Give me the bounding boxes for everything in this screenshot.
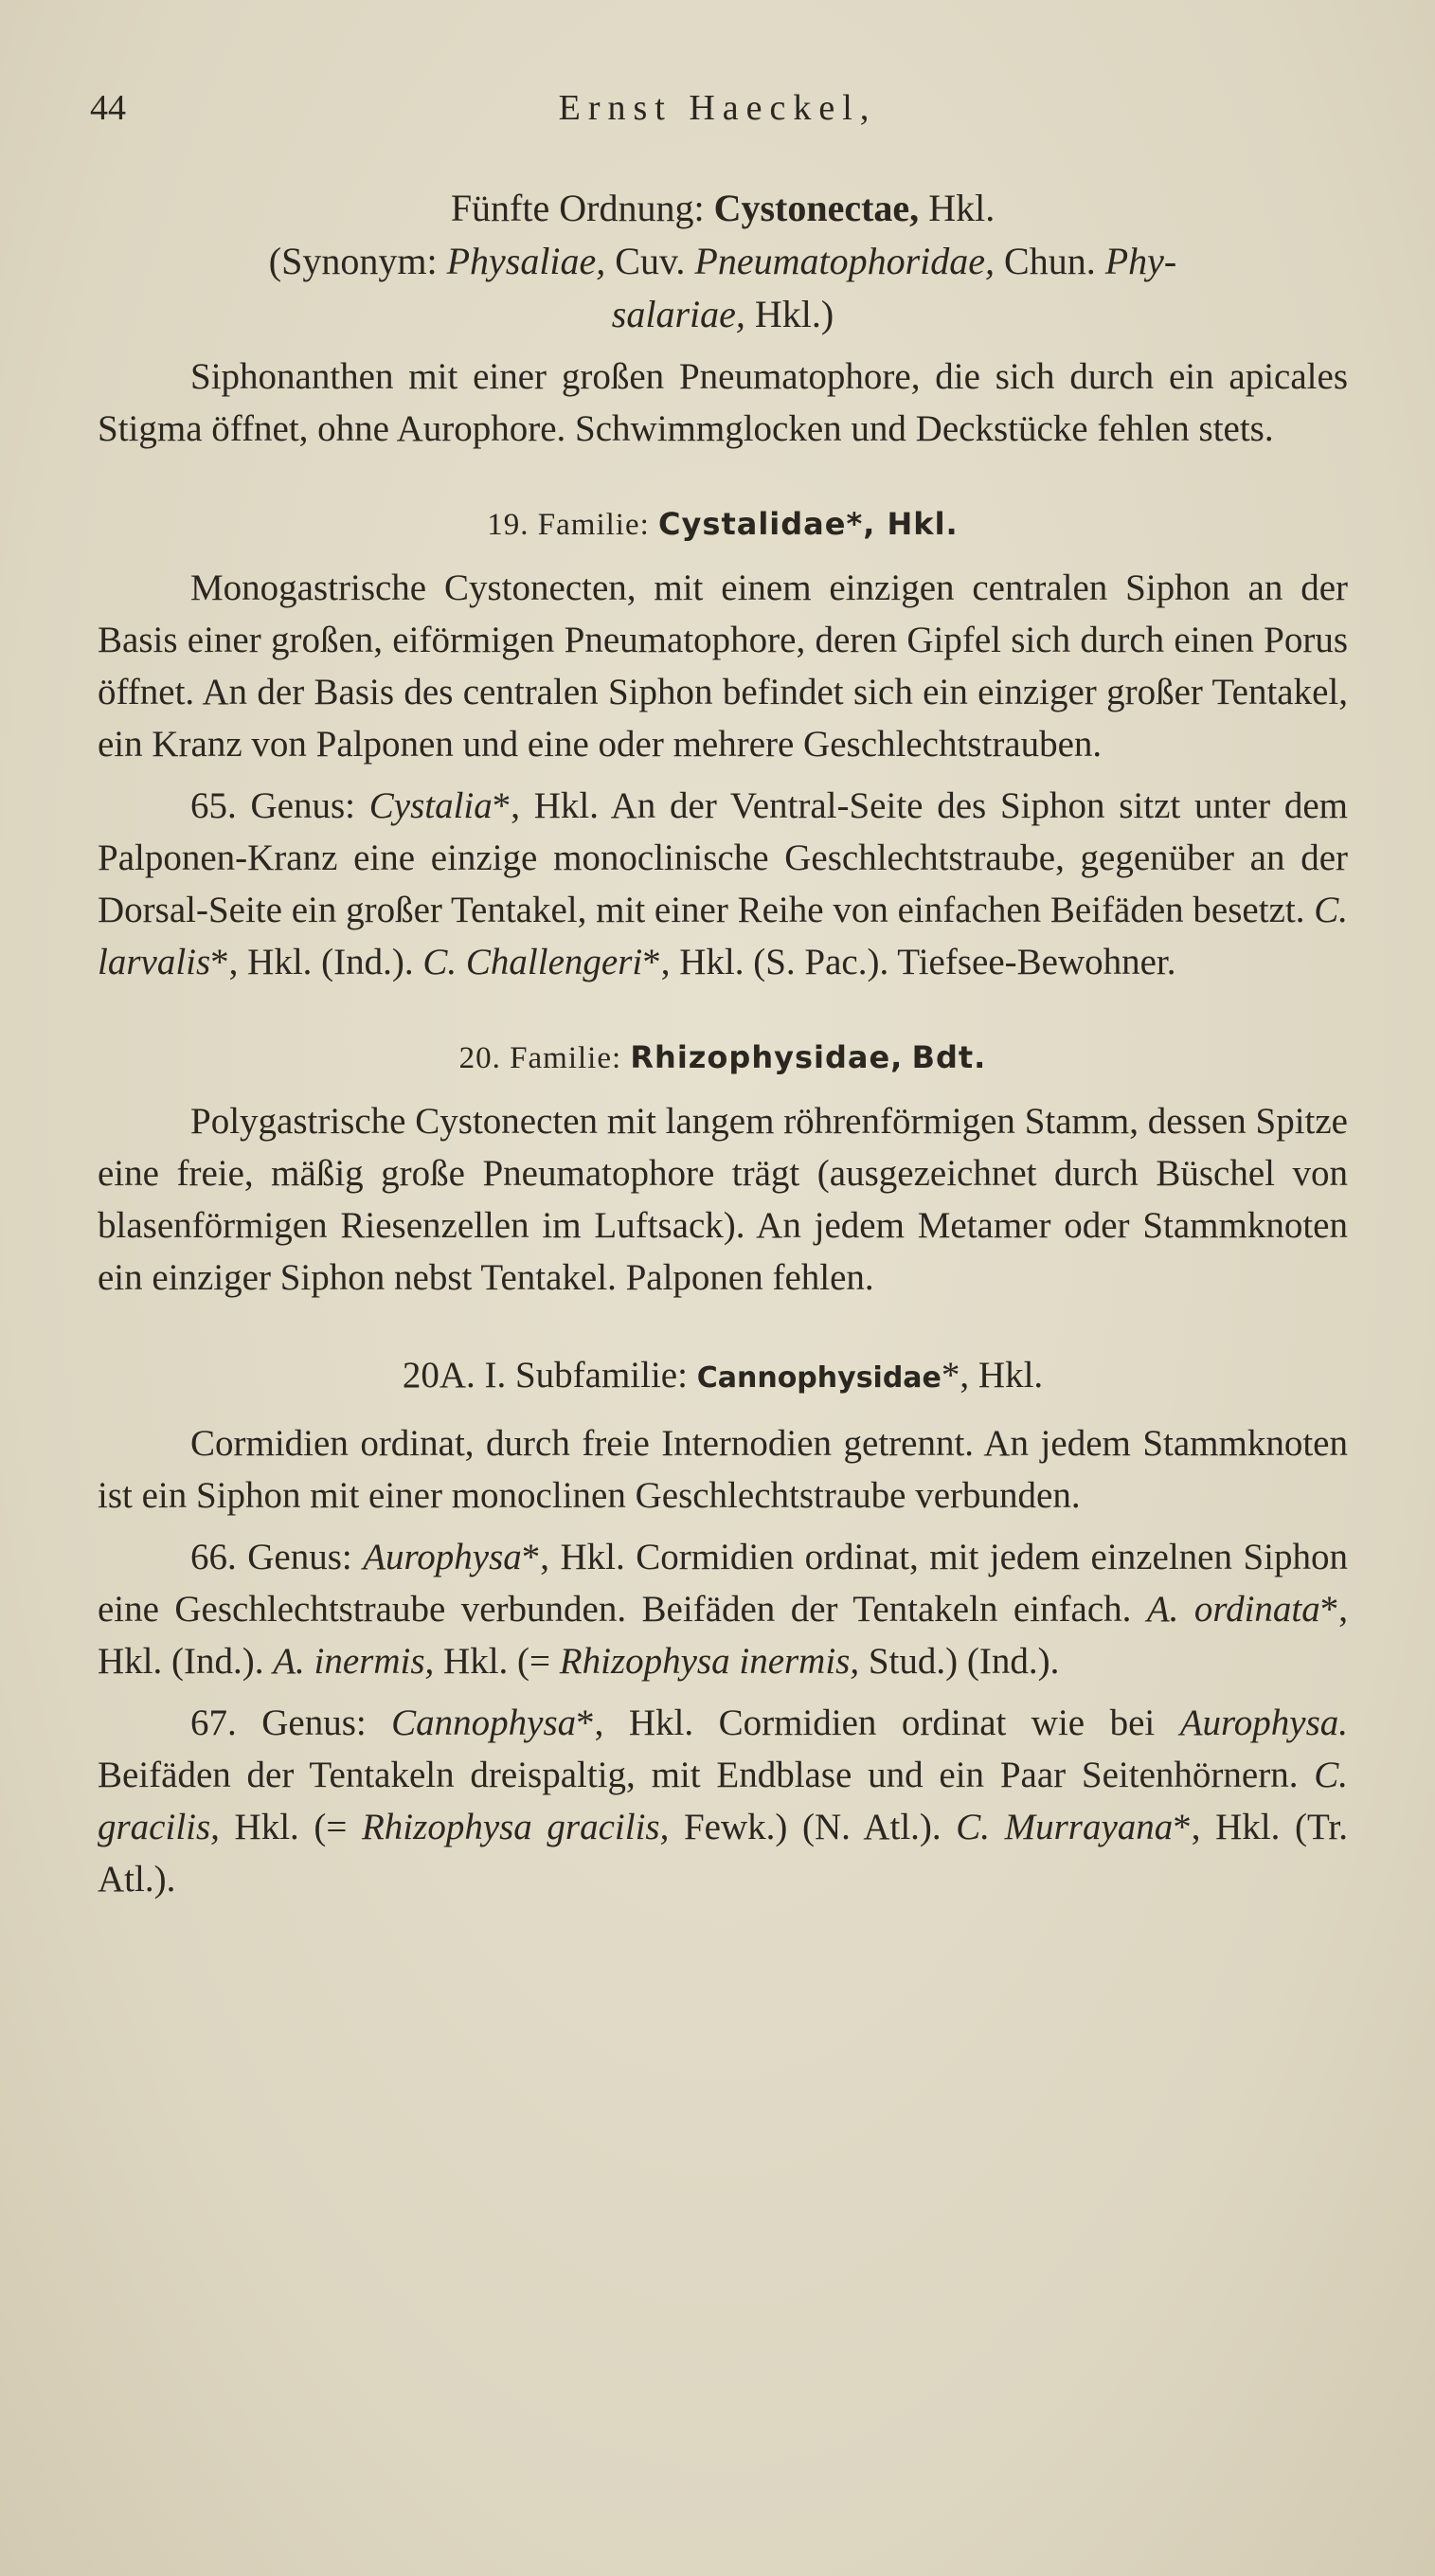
genus-aurophysa-ref: Aurophysa. [1179,1702,1348,1743]
species-c-gracilis: C. gracilis, [98,1755,1349,1847]
genus-66-text: *, Hkl. Cormidien ordinat, mit jedem einzelnen Siphon eine Geschlechtstraube verbunden. Beifäden der Tentakeln einfach. [98,1537,1348,1630]
subfamily-20a-heading [98,1349,1348,1404]
running-head: Ernst Haeckel, [558,88,877,128]
genus-65-name: Cystalia [368,785,493,826]
page-header [90,87,1345,144]
species-a-inermis-info: Hkl. (= [443,1641,551,1682]
synonym-rhizophysa-gracilis: Rhizophysa gracilis, [361,1807,670,1847]
family-19-suffix: *, Hkl. [846,506,959,542]
subfamily-20a-prefix: 20A. I. Subfamilie: [402,1355,688,1396]
family-19-description: Monogastrische Cystonecten, mit einem einzigen centralen Siphon an der Basis einer großen, eiförmigen Pneumatophore, deren Gipfel sich durch einen Porus öffnet. An der Basis des centralen Siphon befindet sich ein einziger großer Tentakel, ein Kranz von Palponen und eine oder mehrere Geschlechtstrauben. [98,567,1348,765]
species-a-ordinata-info: *, Hkl. (Ind.). [98,1589,1349,1682]
genus-66-label: 66. Genus: [190,1537,352,1577]
synonym-author-hkl: Hkl.) [754,293,834,335]
family-20-heading [98,1034,1348,1082]
species-c-challengeri: C. Challengeri [422,942,643,982]
synonym-rhizophysa-inermis-info: Stud.) (Ind.). [868,1641,1060,1682]
order-name: Cystonectae, [713,187,920,229]
genus-67-text-2: Beifäden der Tentakeln dreispaltig, mit Endblase und ein Paar Seitenhörnern. [98,1755,1299,1795]
synonym-pneumatophoridae: Pneumatophoridae, [694,240,996,282]
synonym-author-cuv: Cuv. [615,240,686,282]
subfamily-20a-description: Cormidien ordinat, durch freie Internodien getrennt. An jedem Stammknoten ist ein Siphon mit einer monoclinen Geschlechtstraube verbunden. [98,1423,1348,1516]
order-synonyms [98,235,1348,341]
genus-66-paragraph [98,1531,1348,1687]
genus-67-name: Cannophysa [391,1702,577,1743]
page-number: 44 [90,88,126,128]
genus-65-paragraph [98,780,1348,988]
family-20-description: Polygastrische Cystonecten mit langem röhrenförmigen Stamm, dessen Spitze eine freie, mäßig große Pneumatophore trägt (ausgezeichnet durch Büschel von blasenförmigen Riesenzellen im Luftsack). An jedem Metamer oder Stammknoten ein einziger Siphon nebst Tentakel. Palponen fehlen. [98,1101,1348,1298]
synonym-physalariae-part2: salariae, [611,293,745,335]
species-a-ordinata: A. ordinata [1146,1589,1320,1630]
page-body [98,182,1348,1905]
order-author: Hkl. [928,187,996,229]
order-heading-prefix: Fünfte Ordnung: [450,187,705,229]
genus-65-label: 65. Genus: [190,785,355,826]
species-c-murrayana: C. Murrayana [956,1807,1174,1847]
order-description: Siphonanthen mit einer großen Pneumatophore, die sich durch ein apicales Stigma öffnet, ohne Aurophore. Schwimmglocken und Deckstücke fehlen stets. [98,356,1348,449]
synonym-rhizophysa-gracilis-info: Fewk.) (N. Atl.). [683,1807,942,1847]
subfamily-20a-suffix: *, Hkl. [941,1355,1044,1396]
species-c-larvalis: C. larvalis [98,890,1348,982]
family-19-name: Cystalidae [658,506,847,542]
genus-65-text: *, Hkl. An der Ventral-Seite des Siphon sitzt unter dem Palponen-Kranz eine einzige monoclinische Geschlechtstraube, gegenüber an der Dorsal-Seite ein großer Tentakel, mit einer Reihe von einfachen Beifäden besetzt. [98,785,1348,930]
genus-67-text-1: *, Hkl. Cormidien ordinat wie bei [576,1702,1156,1743]
family-19-heading [98,500,1348,549]
synonym-physalariae-part1: Phy- [1104,240,1177,282]
genus-67-paragraph [98,1697,1348,1905]
species-c-challengeri-info: *, Hkl. (S. Pac.). Tiefsee-Bewohner. [642,942,1176,982]
subfamily-20a-name: Cannophysidae [696,1361,942,1395]
family-20-author: Bdt. [911,1039,987,1075]
family-19-prefix: 19. Familie: [487,508,650,542]
species-c-gracilis-info: Hkl. (= [234,1807,348,1847]
synonym-author-chun: Chun. [1004,240,1096,282]
family-20-name: Rhizophysidae, [630,1039,904,1075]
synonym-rhizophysa-inermis: Rhizophysa inermis, [559,1641,860,1682]
species-c-murrayana-info: *, Hkl. (Tr. Atl.). [98,1807,1349,1900]
genus-66-name: Aurophysa [363,1537,522,1577]
species-a-inermis: A. inermis, [273,1641,435,1682]
species-c-larvalis-info: *, Hkl. (Ind.). [210,942,414,982]
synonym-label: (Synonym: [268,240,438,282]
family-20-prefix: 20. Familie: [458,1041,622,1075]
genus-67-label: 67. Genus: [190,1702,367,1743]
order-heading [98,182,1348,235]
synonym-physaliae: Physaliae, [446,240,606,282]
